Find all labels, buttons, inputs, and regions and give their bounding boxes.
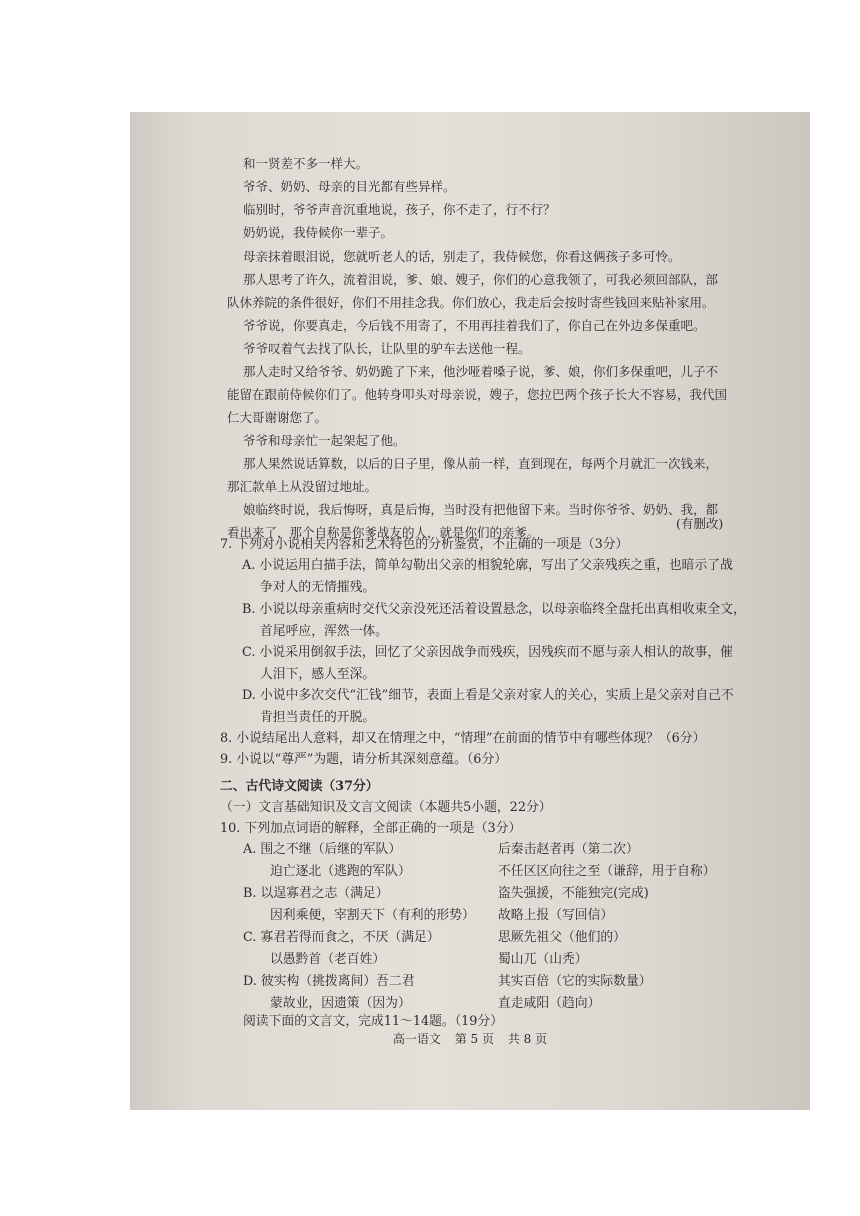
question-10: 10. 下列加点词语的解释，全部正确的一项是（3分） (220, 821, 522, 836)
q10-option-b-3: 盗失强援，不能独完(完成) (498, 886, 649, 901)
story-line: 那汇款单上从没留过地址。 (227, 479, 378, 494)
footer-subject: 高一语文 (392, 1032, 441, 1046)
story-line: 爷爷和母亲忙一起架起了他。 (243, 433, 406, 448)
section-2-subtitle: （一）文言基础知识及文言文阅读（本题共5小题，22分） (220, 800, 552, 815)
story-line: 奶奶说，我侍候你一辈子。 (243, 225, 394, 240)
story-line: 看出来了，那个自称是你爹战友的人，就是你们的亲爹。 (227, 525, 540, 540)
question-8: 8. 小说结尾出人意料，却又在情理之中，“情理”在前面的情节中有哪些体现？（6分） (220, 731, 706, 746)
story-line: 那人走时又给爷爷、奶奶跪了下来，他沙哑着嗓子说，爹、娘，你们多保重吧，儿子不 (243, 364, 719, 379)
story-line: 爷爷、奶奶、母亲的目光都有些异样。 (243, 179, 456, 194)
question-7: 7. 下列对小说相关内容和艺术特色的分析鉴赏，不正确的一项是（3分） (220, 537, 629, 552)
story-line: 那人思考了许久，流着泪说，爹、娘、嫂子，你们的心意我领了，可我必须回部队，部 (243, 272, 719, 287)
story-line: 母亲抹着眼泪说，您就听老人的话，别走了，我侍候您，你看这俩孩子多可怜。 (243, 249, 681, 264)
q10-option-c-3: 思厥先祖父（他们的） (498, 930, 626, 945)
story-line: 爷爷叹着气去找了队长，让队里的驴车去送他一程。 (243, 341, 531, 356)
q10-option-c-2: 以愚黔首（老百姓） (270, 952, 386, 967)
q7-option-b: B. 小说以母亲重病时交代父亲没死还活着设置悬念，以母亲临终全盘托出真相收束全文， (242, 602, 746, 617)
q7-option-a: A. 小说运用白描手法，简单勾勒出父亲的相貌轮廓，写出了父亲残疾之重，也暗示了战 (242, 558, 733, 573)
story-line: 能留在跟前侍候你们了。他转身叩头对母亲说，嫂子，您拉巴两个孩子长大不容易，我代国 (227, 387, 728, 402)
q10-option-a-3: 后秦击赵者再（第二次） (498, 842, 639, 857)
q10-option-a: A. 围之不继（后继的军队） (243, 842, 402, 857)
story-line: 那人果然说话算数，以后的日子里，像从前一样，直到现在，每两个月就汇一次钱来， (243, 456, 719, 471)
page-footer (130, 1030, 810, 1047)
story-line: 娘临终时说，我后悔呀，真是后悔，当时没有把他留下来。当时你爷爷、奶奶、我，都 (243, 502, 719, 517)
story-line: 队休养院的条件很好，你们不用挂念我。你们放心，我走后会按时寄些钱回来贴补家用。 (227, 295, 715, 310)
q10-option-c: C. 寡君若得而食之，不厌（满足） (243, 930, 440, 945)
footer-total: 共 8 页 (507, 1032, 548, 1046)
source-note: (有删改) (676, 516, 724, 531)
q10-option-a-2: 迫亡逐北（逃跑的军队） (270, 864, 411, 879)
q10-option-d: D. 彼实构（挑拨离间）吾二君 (243, 974, 415, 989)
q7-option-d-cont: 肯担当责任的开脱。 (260, 710, 376, 725)
reading-instruction: 阅读下面的文言文，完成11～14题。（19分） (243, 1014, 503, 1029)
footer-page: 第 5 页 (454, 1032, 494, 1046)
q7-option-b-cont: 首尾呼应，浑然一体。 (260, 624, 388, 639)
story-line: 和一贤差不多一样大。 (243, 156, 369, 171)
q10-option-a-4: 不任区区向往之至（谦辞，用于自称） (498, 864, 716, 879)
q7-option-c: C. 小说采用倒叙手法，回忆了父亲因战争而残疾，因残疾而不愿与亲人相认的故事，催 (242, 645, 733, 660)
question-9: 9. 小说以“尊严”为题，请分析其深刻意蕴。（6分） (220, 752, 508, 767)
exam-page (130, 112, 810, 1110)
q10-option-b: B. 以逞寡君之志（满足） (243, 886, 389, 901)
q7-option-a-cont: 争对人的无情摧残。 (260, 580, 376, 595)
story-line: 爷爷说，你要真走，今后钱不用寄了，不用再挂着我们了，你自己在外边多保重吧。 (243, 318, 706, 333)
q10-option-d-3: 其实百倍（它的实际数量） (498, 974, 652, 989)
q10-option-d-4: 直走咸阳（趋向） (498, 996, 601, 1011)
story-line: 临别时，爷爷声音沉重地说，孩子，你不走了，行不行？ (243, 202, 556, 217)
q7-option-d: D. 小说中多次交代“汇钱”细节，表面上看是父亲对家人的关心，实质上是父亲对自己不 (242, 688, 734, 703)
q10-option-b-2: 因利乘便，宰割天下（有利的形势） (270, 908, 475, 923)
story-line: 仁大哥谢谢您了。 (227, 410, 328, 425)
section-2-title: 二、古代诗文阅读（37分） (220, 779, 379, 794)
q7-option-c-cont: 人泪下，感人至深。 (260, 667, 376, 682)
q10-option-b-4: 故略上报（写回信） (498, 908, 614, 923)
q10-option-d-2: 蒙故业，因遗策（因为） (270, 996, 411, 1011)
q10-option-c-4: 蜀山兀（山秃） (498, 952, 588, 967)
